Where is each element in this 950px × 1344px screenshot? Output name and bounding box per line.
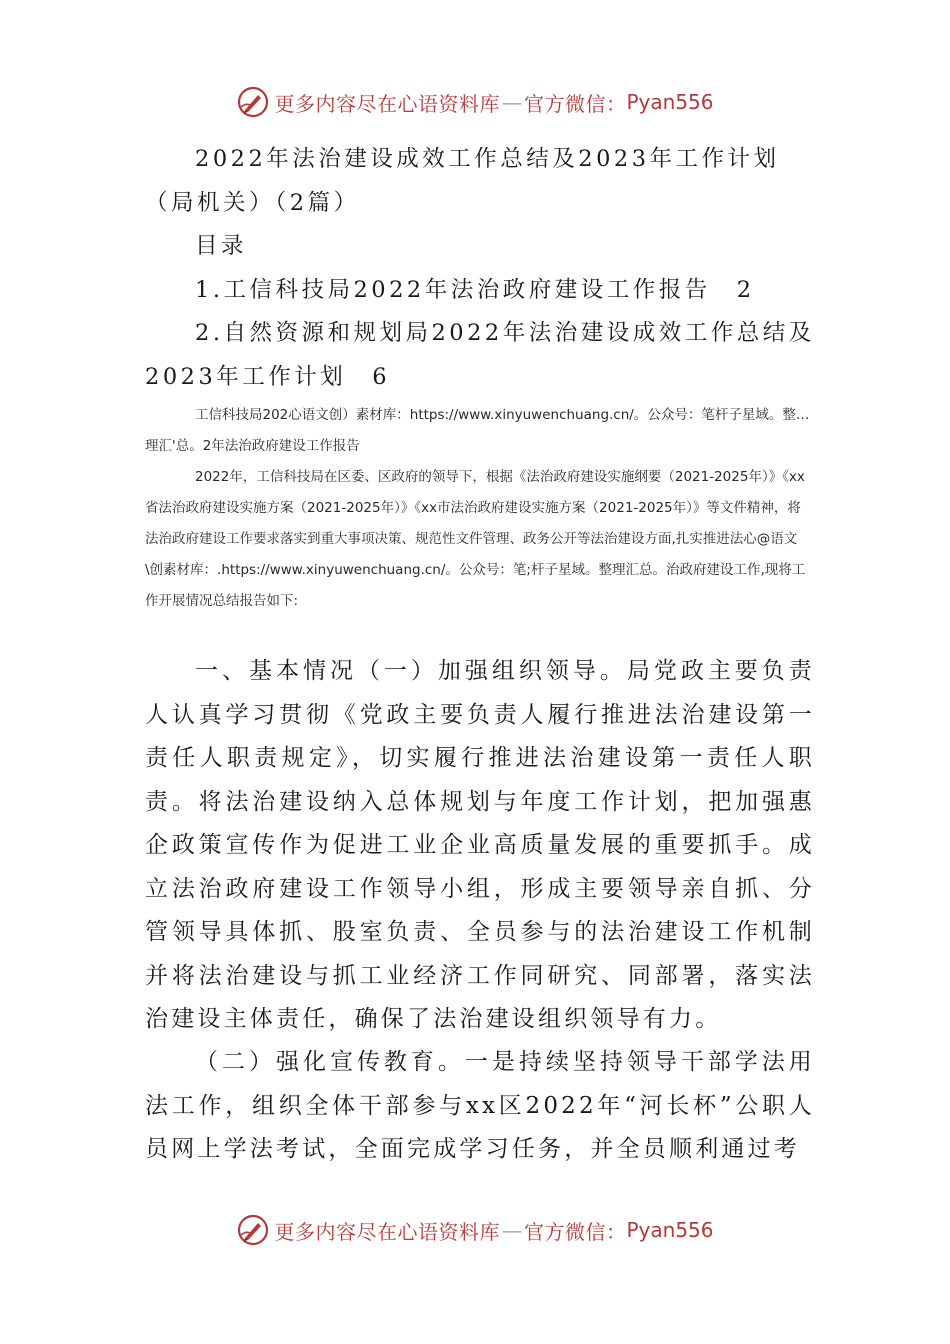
banner-wechat-id: Pyan556 (626, 90, 714, 114)
body-paragraph-2: （二）强化宣传教育。一是持续坚持领导干部学法用法工作，组织全体干部参与xx区2022年“河长杯”公职人员网上学法考试，全面完成学习任务，并全员顺利通过考 (145, 1049, 815, 1162)
toc-item-1: 1.工信科技局2022年法治政府建设工作报告 2 (195, 277, 755, 303)
banner-wechat-label: 官方微信： (523, 1219, 627, 1244)
banner-wechat-id: Pyan556 (626, 1218, 714, 1242)
toc-heading: 目录 (195, 233, 248, 259)
intro-paragraph: 工信科技局202心语文创）素材库：https://www.xinyuwenchuang.cn/。公众号：笔杆子星域。整…理汇'总。2年法治政府建设工作报告 (145, 407, 810, 454)
banner-wechat-label: 官方微信： (523, 91, 627, 116)
summary-paragraph: 2022年，工信科技局在区委、区政府的领导下，根据《法治政府建设实施纲要（2021-2025年）》《xx省法治政府建设实施方案（2021-2025年）》《xx市法治政府建设实施方案（2021-2025年）》等文件精神，将法治政府建设工作要求落实到重大事项决策、规范性文件管理、政务公开等法治建设方面,扎实推进法心@语文\创素材库：.https://www.xinyuwenchuang.cn/。公众号：笔;杆子星域。整理汇总。治政府建设工作,现将工作开展情况总结报告如下: (145, 469, 806, 609)
document-title: 2022年法治建设成效工作总结及2023年工作计划（局机关）（2篇） (145, 146, 780, 216)
pen-circle-logo-icon (236, 1213, 270, 1247)
watermark-banner-top (0, 82, 950, 122)
banner-dash: — (501, 1218, 522, 1242)
watermark-banner-bottom (0, 1210, 950, 1250)
banner-text: 更多内容尽在心语资料库 (274, 1219, 500, 1244)
banner-text: 更多内容尽在心语资料库 (274, 91, 500, 116)
banner-dash: — (501, 90, 522, 114)
pen-circle-logo-icon (236, 85, 270, 119)
body-paragraph-1: 一、基本情况（一）加强组织领导。局党政主要负责人认真学习贯彻《党政主要负责人履行推进法治建设第一责任人职责规定》，切实履行推进法治建设第一责任人职责。将法治建设纳入总体规划与年度工作计划，把加强惠企政策宣传作为促进工业企业高质量发展的重要抓手。成立法治政府建设工作领导小组，形成主要领导亲自抓、分管领导具体抓、股室负责、全员参与的法治建设工作机制并将法治建设与抓工业经济工作同研究、同部署，落实法治建设主体责任，确保了法治建设组织领导有力。 (145, 658, 815, 1032)
toc-item-2: 2.自然资源和规划局2022年法治建设成效工作总结及2023年工作计划 6 (145, 320, 815, 390)
